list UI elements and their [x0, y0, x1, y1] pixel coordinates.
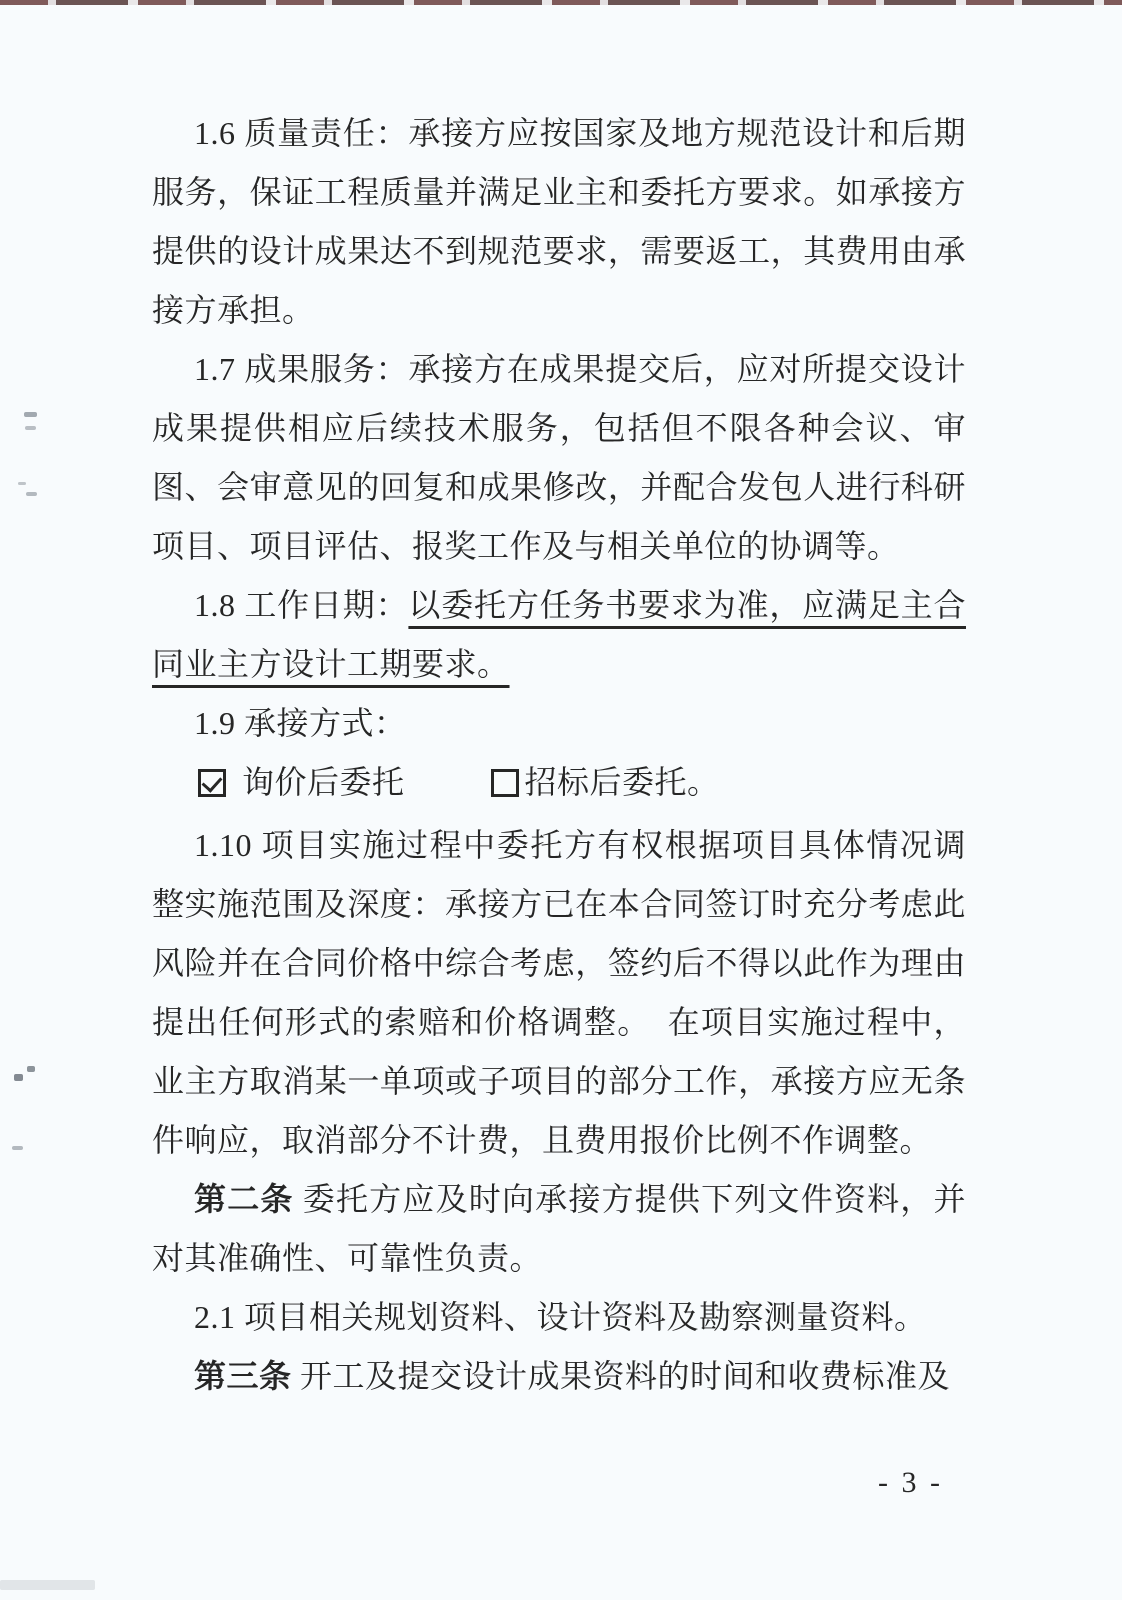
clause-3-start-and-fees [152, 1347, 966, 1406]
contract-body [152, 104, 966, 1406]
text-segment: 第二条 [194, 1180, 294, 1217]
scan-artifact [26, 492, 37, 496]
text-segment: 1.10 项目实施过程中委托方有权根据项目具体情况调整实施范围及深度：承接方已在本合同签订时充分考虑此风险并在合同价格中综合考虑，签约后不得以此作为理由提出任何形式的索赔和价格调整。 在项目实施过程中，业主方取消某一单项或子项目的部分工作，承接方应无条件响应，取消部分不计费，且费用报价比例不作调整。 [152, 826, 966, 1158]
text-segment: 以委托方任务书要求为准，应满足主合同业主方设计工期要求。 [152, 587, 966, 682]
text-segment: 2.1 项目相关规划资料、设计资料及勘察测量资料。 [194, 1298, 927, 1335]
text-segment: 1.9 承接方式： [194, 705, 407, 741]
scan-artifact [14, 1074, 23, 1081]
clause-1-8-work-date [152, 576, 966, 694]
clause-2-1-planning-materials [152, 1288, 966, 1347]
text-segment: 1.7 成果服务：承接方在成果提交后，应对所提交设计成果提供相应后续技术服务，包括但不限各种会议、审图、会审意见的回复和成果修改，并配合发包人进行科研项目、项目评估、报奖工作及与相关单位的协调等。 [152, 351, 966, 564]
scan-artifact [25, 426, 36, 430]
text-segment: 第三条 [194, 1357, 292, 1394]
clause-1-10-scope-adjustment [152, 816, 966, 1170]
clause-1-6-quality-responsibility [152, 104, 966, 340]
text-segment: 1.6 质量责任：承接方应按国家及地方规范设计和后期服务，保证工程质量并满足业主和委托方要求。如承接方提供的设计成果达不到规范要求，需要返工，其费用由承接方承担。 [152, 115, 966, 328]
page-number: - 3 - [878, 1466, 943, 1499]
scan-artifact [27, 1066, 35, 1072]
acceptance-option [491, 753, 720, 812]
option-label: 询价后委托 [242, 764, 405, 800]
option-label: 招标后委托。 [524, 764, 720, 800]
scan-artifact [18, 482, 26, 485]
clause-1-9-options [152, 753, 966, 816]
checkbox-checked-icon [198, 769, 226, 797]
scan-top-edge [0, 0, 1122, 5]
text-segment: 委托方应及时向承接方提供下列文件资料，并对其准确性、可靠性负责。 [152, 1180, 966, 1276]
scan-artifact [12, 1146, 23, 1150]
scan-artifact [0, 1580, 95, 1590]
text-segment: 1.8 工作日期： [194, 587, 409, 623]
checkbox-empty-icon [491, 769, 519, 797]
clause-1-9-acceptance-method [152, 694, 966, 753]
acceptance-option [198, 753, 405, 812]
clause-1-7-deliverable-service [152, 340, 966, 576]
scan-artifact [24, 412, 37, 417]
clause-2-client-documents [152, 1170, 966, 1288]
text-segment: 开工及提交设计成果资料的时间和收费标准及 [291, 1357, 951, 1394]
